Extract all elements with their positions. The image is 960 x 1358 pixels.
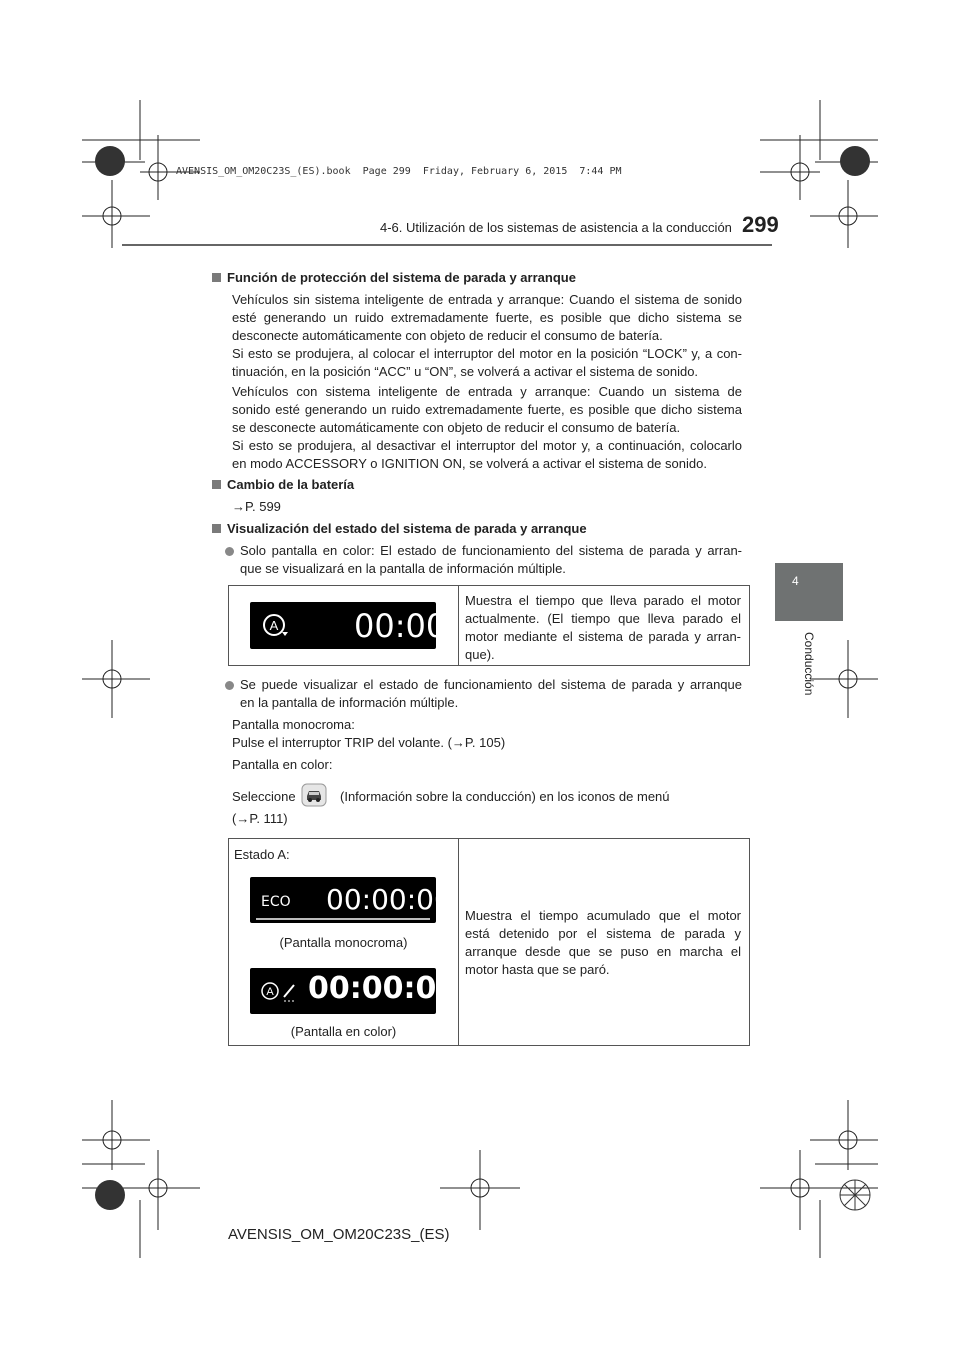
select-page-ref: (→P. 111) bbox=[232, 811, 288, 826]
protection-heading: Función de protección del sistema de parada y arranque bbox=[212, 269, 576, 287]
display-table-1-desc: Muestra el tiempo que lleva parado el motor actualmente. (El tiempo que lleva parado el motor mediante el sistema de parada y arran- que). bbox=[465, 593, 741, 662]
protection-paragraph-2: Vehículos con sistema inteligente de entrada y arranque: Cuando un sistema de sonido esté generando un ruido extremadamente fuerte, es posible que dicho sistema se desconecte automáticamente con objeto de reducir el consumo de batería. Si esto se produjera, al desactivar el interruptor del motor y, a continuación, colocarlo en modo ACCESSORY o IGNITION ON, se volverá a activar el sistema de sonido. bbox=[232, 384, 742, 471]
display-table-2-image-cell bbox=[229, 839, 459, 1046]
mono-lcd-screen bbox=[250, 877, 452, 923]
footer-manual-code: AVENSIS_OM_OM20C23S_(ES) bbox=[228, 1226, 450, 1243]
display-table-2-desc-cell bbox=[459, 839, 750, 1046]
display-table-1-desc-cell bbox=[459, 586, 750, 666]
square-bullet-icon bbox=[212, 524, 221, 533]
mono-caption: (Pantalla monocroma) bbox=[279, 935, 408, 950]
color-display-title: Pantalla en color: bbox=[232, 757, 333, 772]
color-caption: (Pantalla en color) bbox=[290, 1024, 397, 1039]
state-label: Estado A: bbox=[234, 847, 290, 862]
round-bullet-icon bbox=[225, 547, 234, 556]
display-table-2 bbox=[228, 838, 750, 1046]
auto-stop-icon bbox=[260, 612, 292, 640]
svg-text:A: A bbox=[266, 986, 274, 998]
svg-text:A: A bbox=[269, 618, 279, 633]
mono-lcd-underline bbox=[256, 918, 430, 920]
battery-heading: Cambio de la batería bbox=[212, 476, 354, 494]
battery-page-ref: →P. 599 bbox=[232, 499, 281, 514]
display-bullet-2: Se puede visualizar el estado de funcionamiento del sistema de parada y arranque en la pantalla de información múltiple. bbox=[240, 677, 742, 710]
select-suffix: (Información sobre la conducción) en los iconos de menú bbox=[340, 789, 670, 804]
display-table-2-desc: Muestra el tiempo acumulado que el motor está detenido por el sistema de parada y arranque desde que se puso en marcha el motor hasta que se paró. bbox=[465, 908, 741, 977]
square-bullet-icon bbox=[212, 273, 221, 282]
protection-paragraph-1: Vehículos sin sistema inteligente de entrada y arranque: Cuando el sistema de sonido esté generando un ruido extremadamente fuerte, es posible que dicho sistema se desconecte automáticamente con objeto de reducir el consumo de batería. Si esto se produjera, al colocar el interruptor del motor en la posición “LOCK” y, a con- tinuación, en la posición “ACC” u “ON”, se volverá a activar el sistema de sonido. bbox=[232, 292, 742, 379]
driving-info-icon bbox=[301, 783, 327, 807]
lcd-time: 00:00 bbox=[354, 607, 447, 645]
mono-lcd-eco: ECO bbox=[261, 894, 291, 910]
select-prefix: Seleccione bbox=[232, 789, 296, 804]
mono-display-text: Pulse el interruptor TRIP del volante. (→P. 105) bbox=[232, 735, 506, 750]
display-bullet-1: Solo pantalla en color: El estado de funcionamiento del sistema de parada y arran- que se visualizará en la pantalla de información múltiple. bbox=[240, 543, 742, 576]
color-lcd-time: 00:00:00 bbox=[308, 971, 458, 1006]
square-bullet-icon bbox=[212, 480, 221, 489]
display-table-1-image-cell bbox=[229, 586, 459, 666]
mono-display-title: Pantalla monocroma: bbox=[232, 717, 355, 732]
round-bullet-icon bbox=[225, 681, 234, 690]
header-rule bbox=[122, 244, 772, 246]
color-lcd-screen-2 bbox=[250, 968, 458, 1014]
display-table-1 bbox=[228, 585, 750, 666]
book-info-strip: AVENSIS_OM_OM20C23S_(ES).book Page 299 Friday, February 6, 2015 7:44 PM bbox=[176, 166, 622, 177]
color-lcd-screen bbox=[250, 602, 447, 649]
display-heading: Visualización del estado del sistema de parada y arranque bbox=[212, 520, 587, 538]
chapter-side-tab bbox=[775, 563, 843, 621]
mono-lcd-time: 00:00:00 bbox=[326, 883, 452, 916]
chapter-number: 4 bbox=[792, 574, 799, 588]
chapter-name: Conducción bbox=[802, 632, 816, 696]
page-number: 299 bbox=[742, 212, 779, 237]
section-header-title: 4-6. Utilización de los sistemas de asistencia a la conducción bbox=[380, 220, 732, 235]
auto-stop-icon bbox=[258, 977, 302, 1005]
